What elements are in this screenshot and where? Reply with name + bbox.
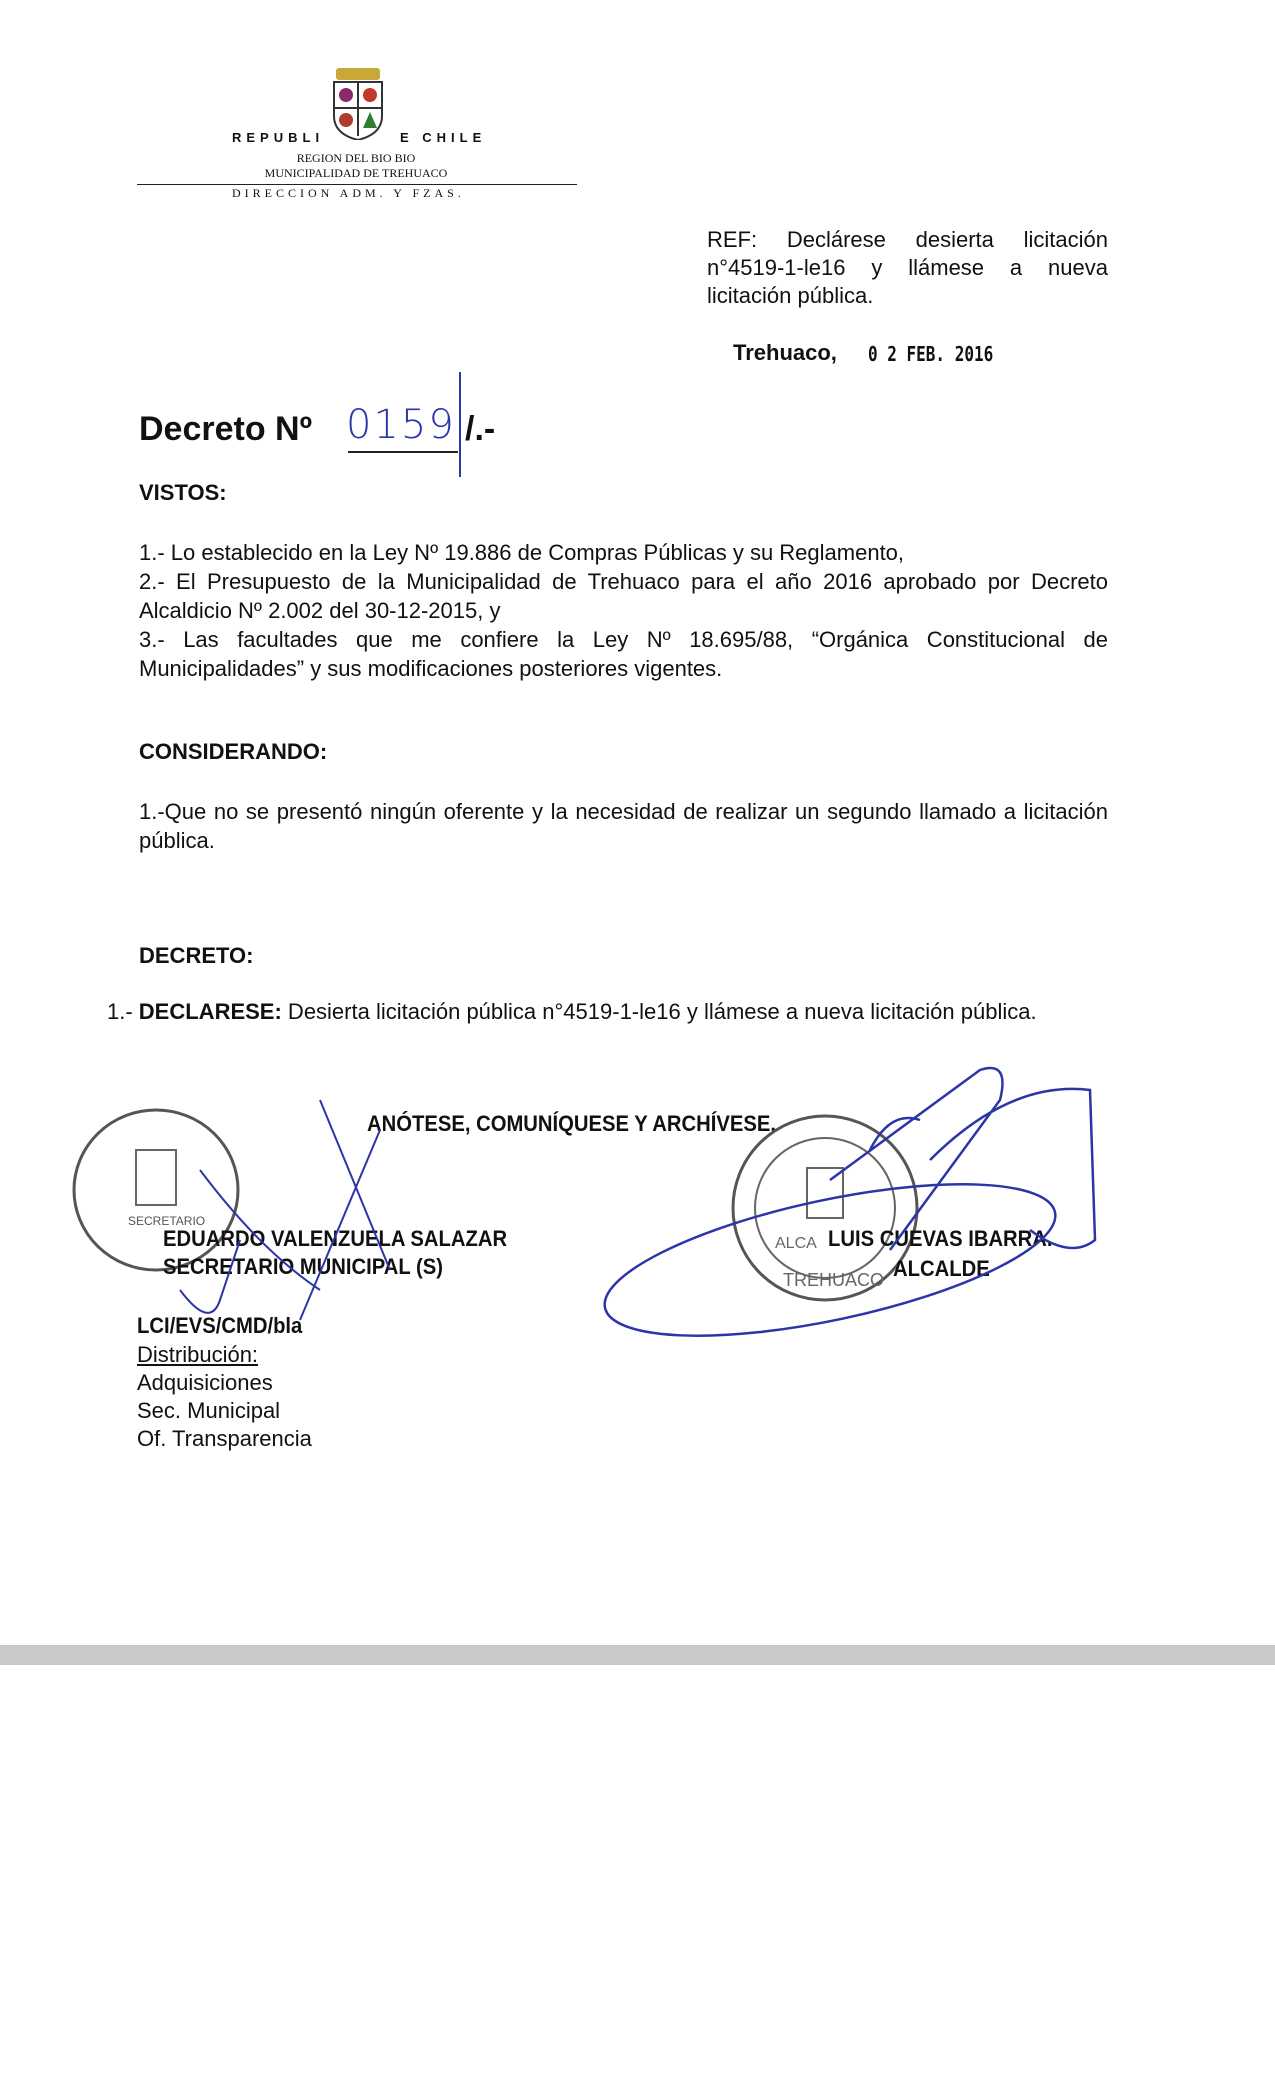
header-republic-right: E CHILE	[400, 130, 487, 145]
svg-text:ALCA: ALCA	[775, 1235, 817, 1252]
decreto-item	[107, 997, 1108, 1026]
decreto-heading: DECRETO:	[139, 943, 254, 968]
considerando-item: 1.-Que no se presentó ningún oferente y la necesidad de realizar un segundo llamado a licitación pública.	[139, 799, 1108, 853]
signatory-title: SECRETARIO MUNICIPAL (S)	[163, 1254, 443, 1279]
header-department: DIRECCION ADM. Y FZAS.	[232, 186, 465, 200]
mayor-signature	[590, 1060, 1110, 1360]
vistos-item: 2.- El Presupuesto de la Municipalidad de Trehuaco para el año 2016 aprobado por Decreto Alcaldicio Nº 2.002 del 30-12-2015, y	[139, 569, 1108, 623]
header-region: REGION DEL BIO BIO	[296, 151, 416, 165]
decree-suffix: /.-	[465, 410, 496, 448]
scan-edge-band	[0, 1645, 1275, 1665]
decree-underline	[348, 451, 458, 453]
decree-handwritten-stroke	[459, 372, 461, 477]
distribution-item: Of. Transparencia	[137, 1426, 312, 1451]
svg-text:TREHUACO: TREHUACO	[783, 1270, 885, 1290]
place-label: Trehuaco,	[733, 340, 837, 365]
signatory-name: EDUARDO VALENZUELA SALAZAR	[163, 1226, 508, 1251]
distribution-item: Sec. Municipal	[137, 1398, 281, 1423]
decreto-item-prefix: 1.-	[107, 999, 139, 1024]
signatory-title: ALCALDE	[893, 1256, 990, 1281]
decreto-item-text: Desierta licitación pública n°4519-1-le16 y llámese a nueva licitación pública.	[281, 999, 1037, 1024]
svg-text:SECRETARIO: SECRETARIO	[128, 1214, 206, 1228]
header-municipality: MUNICIPALIDAD DE TREHUACO	[264, 166, 448, 180]
header-republic-left: REPUBLI	[232, 130, 325, 145]
decreto-item-verb: DECLARESE:	[138, 999, 282, 1024]
distribution-heading: Distribución:	[137, 1342, 259, 1367]
closing-formula: ANÓTESE, COMUNÍQUESE Y ARCHÍVESE.	[367, 1111, 777, 1136]
distribution-item: Adquisiciones	[137, 1370, 273, 1395]
reference-text: REF: Declárese desierta licitación n°4519-1-le16 y llámese a nueva licitación pública.	[707, 227, 1108, 308]
date-stamp: 0 2 FEB. 2016	[868, 342, 994, 366]
header-rule	[137, 184, 577, 185]
initials	[137, 1313, 302, 1339]
vistos-item: 1.- Lo establecido en la Ley Nº 19.886 de Compras Públicas y su Reglamento,	[139, 540, 905, 565]
initials-text: LCI/EVS/CMD/bla	[137, 1313, 303, 1338]
decree-number: 0159	[346, 402, 456, 448]
secretary-signature	[140, 1090, 400, 1330]
signatory-name: LUIS CUEVAS IBARRA.	[828, 1226, 1053, 1251]
vistos-item: 3.- Las facultades que me confiere la Ley Nº 18.695/88, “Orgánica Constitucional de Municipalidades” y sus modificaciones posteriores vigentes.	[139, 627, 1108, 681]
vistos-heading: VISTOS:	[139, 480, 227, 505]
coat-of-arms-icon	[330, 68, 386, 140]
considerando-heading: CONSIDERANDO:	[139, 739, 328, 764]
decree-label: Decreto Nº	[139, 410, 313, 448]
